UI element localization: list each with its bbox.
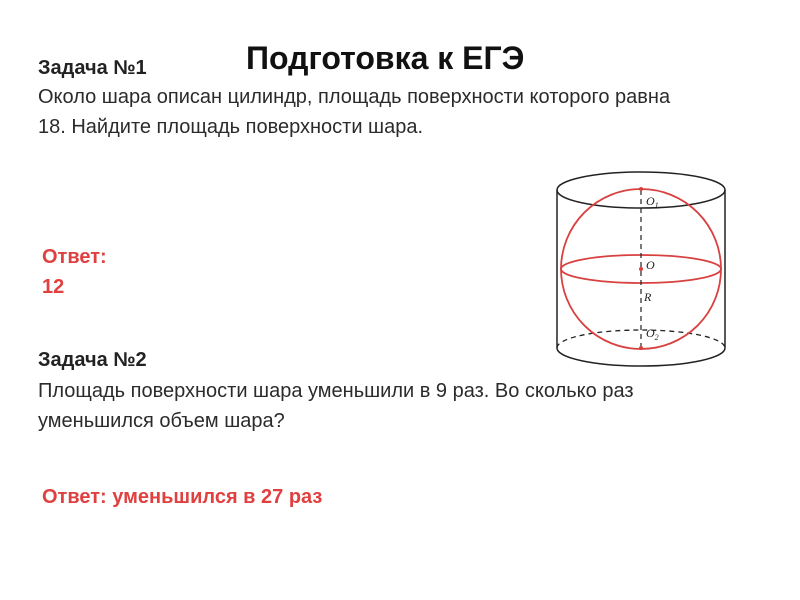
label-o1: $O_1$ xyxy=(646,194,659,210)
task1-heading: Задача №1 xyxy=(38,57,147,79)
task1-answer-value: 12 xyxy=(42,276,65,298)
slide-title: Подготовка к ЕГЭ xyxy=(246,40,525,76)
point-o1 xyxy=(639,187,643,191)
task2-answer-value: уменьшился в 27 раз xyxy=(112,486,323,508)
task1-answer-label: Ответ: xyxy=(42,246,107,268)
task2-text: Площадь поверхности шара уменьшили в 9 раз. Во сколько раз уменьшился объем шара? xyxy=(38,380,634,432)
task1-text: Около шара описан цилиндр, площадь поверхности которого равна 18. Найдите площадь поверхности шара. xyxy=(38,86,671,138)
task1-answer xyxy=(42,242,162,302)
point-o xyxy=(639,267,643,271)
task2-heading: Задача №2 xyxy=(38,349,147,371)
task2-answer xyxy=(42,482,402,512)
cylinder-sphere-figure xyxy=(548,168,734,374)
task2-answer-label: Ответ: xyxy=(42,486,107,508)
cylinder-bottom-front xyxy=(557,348,725,366)
label-o2: $O_2$ xyxy=(646,326,659,342)
label-r: R xyxy=(644,290,652,304)
label-o: O xyxy=(646,258,655,272)
point-o2 xyxy=(639,346,643,350)
